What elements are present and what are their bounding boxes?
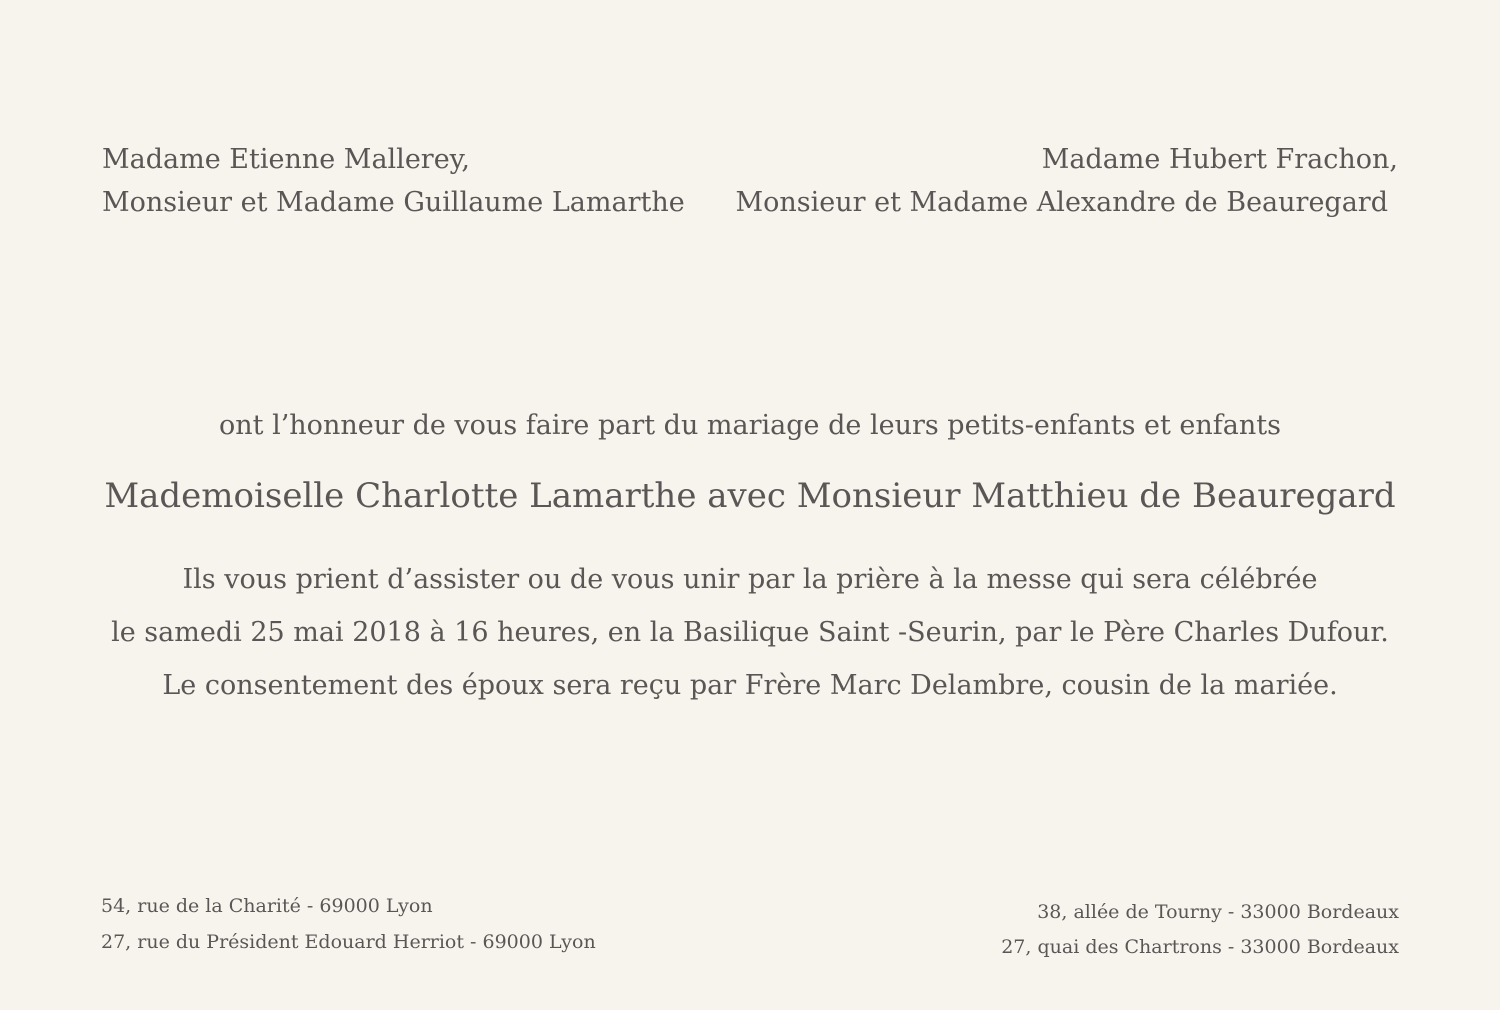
host-line: Monsieur et Madame Alexandre de Beauregard [735, 187, 1388, 218]
address-line: 38, allée de Tourny - 33000 Bordeaux [1037, 901, 1399, 923]
couple-names: Mademoiselle Charlotte Lamarthe avec Monsieur Matthieu de Beauregard [104, 476, 1396, 516]
addresses-groom-side [1001, 895, 1399, 965]
invitation-line: le samedi 25 mai 2018 à 16 heures, en la Basilique Saint -Seurin, par le Père Charles Dufour. [111, 617, 1389, 648]
hosts-groom-side [735, 138, 1398, 224]
invitation-line: Ils vous prient d’assister ou de vous unir par la prière à la messe qui sera célébrée [182, 564, 1318, 595]
host-line: Madame Hubert Frachon, [1041, 144, 1398, 175]
announcement-text: ont l’honneur de vous faire part du mariage de leurs petits-enfants et enfants [219, 410, 1281, 441]
hosts-bride-side [102, 138, 685, 224]
invitation-line: Le consentement des époux sera reçu par Frère Marc Delambre, cousin de la mariée. [162, 670, 1338, 701]
host-line: Monsieur et Madame Guillaume Lamarthe [102, 187, 685, 218]
host-line: Madame Etienne Mallerey, [102, 144, 470, 175]
address-line: 27, quai des Chartrons - 33000 Bordeaux [1001, 936, 1399, 958]
address-line: 54, rue de la Charité - 69000 Lyon [101, 895, 433, 917]
address-line: 27, rue du Président Edouard Herriot - 69000 Lyon [101, 931, 596, 953]
invitation-text [0, 553, 1500, 712]
addresses-bride-side [101, 888, 596, 960]
